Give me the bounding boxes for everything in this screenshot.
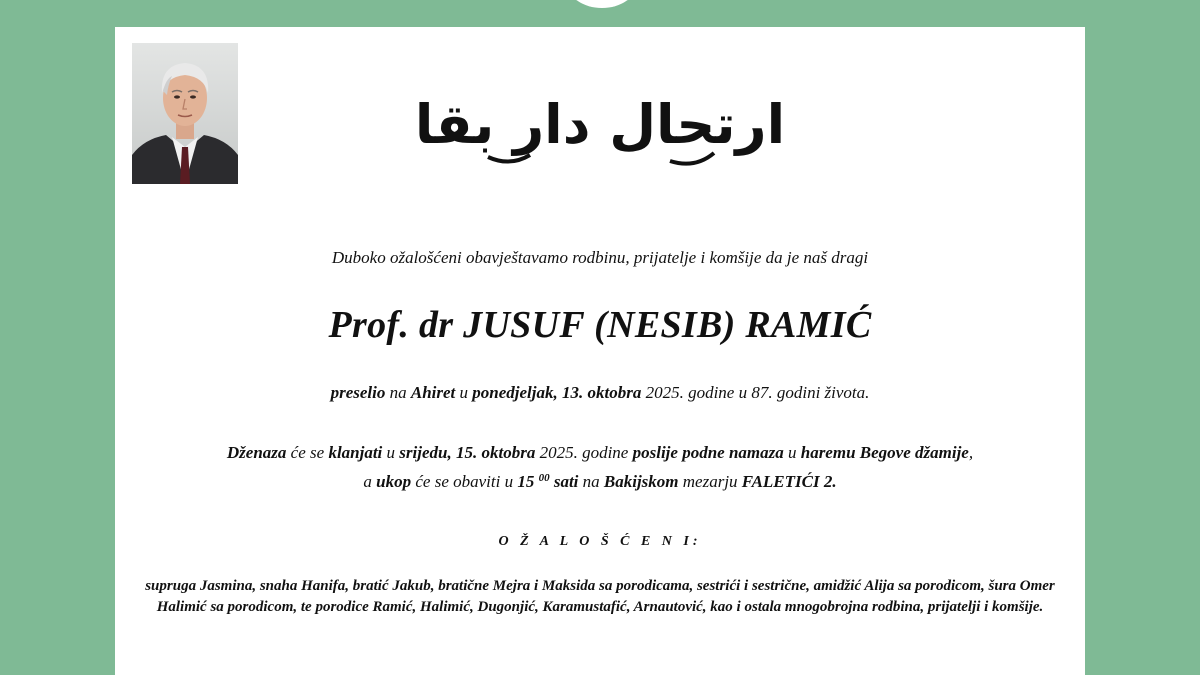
burial-line: [115, 472, 1085, 492]
intro-text: Duboko ožalošćeni obavještavamo rodbinu, prijatelje i komšije da je naš dragi: [331, 248, 869, 267]
death-announcement: [115, 383, 1085, 403]
burial-word-at: na: [582, 472, 600, 491]
funeral-location: haremu Begove džamije: [800, 443, 969, 462]
funeral-date: srijedu, 15. oktobra: [399, 443, 536, 462]
burial-word-will: će se obaviti u: [415, 472, 514, 491]
crescent-emblem-icon: [567, 0, 637, 8]
burial-cemetery-adj: Bakijskom: [603, 472, 679, 491]
deceased-photo: [132, 43, 238, 184]
burial-hour: 15: [517, 472, 535, 491]
funeral-word-on: u: [386, 443, 396, 462]
arabic-calligraphy-icon: [414, 45, 786, 185]
calligraphy-text: ارتحال دار بقا: [414, 93, 786, 156]
deceased-name: Prof. dr JUSUF (NESIB) RAMIĆ: [328, 304, 872, 346]
death-year-age: 2025. godine u 87. godini života.: [645, 383, 870, 402]
burial-word-ukop: ukop: [376, 472, 412, 491]
death-word-ahiret: Ahiret: [410, 383, 456, 402]
death-word-in: u: [459, 383, 469, 402]
mourners-heading: O Ž A L O Š Ć E N I:: [498, 534, 702, 549]
death-word-on: na: [389, 383, 407, 402]
burial-word-and: a: [363, 472, 372, 491]
death-word-passed: preselio: [330, 383, 386, 402]
mourners-list: supruga Jasmina, snaha Hanifa, bratić Jakub, bratične Mejra i Maksida sa porodicama, sestrići i sestrične, amidžić Alija sa porodicom, šura Omer Halimić sa porodicom, te porodice Ramić, Halimić, Dugonjić, Karamustafić, Arnautović, kao i ostala mnogobrojna rodbina, prijatelji i komšije.: [145, 578, 1055, 615]
burial-time: [517, 472, 578, 491]
funeral-word-pray: klanjati: [328, 443, 383, 462]
burial-location: FALETIĆI 2.: [741, 472, 837, 491]
burial-minutes: 00: [538, 472, 550, 484]
burial-word-hours: sati: [553, 472, 579, 491]
funeral-word-in: u: [787, 443, 797, 462]
funeral-year: 2025. godine: [539, 443, 629, 462]
burial-word-cemetery: mezarju: [682, 472, 738, 491]
death-date: ponedjeljak, 13. oktobra: [472, 383, 642, 402]
funeral-word-dzenaza: Dženaza: [226, 443, 287, 462]
obituary-card: [115, 27, 1085, 675]
funeral-prayer-line: [115, 443, 1085, 463]
funeral-word-will: će se: [290, 443, 325, 462]
funeral-time: poslije podne namaza: [632, 443, 784, 462]
funeral-comma: ,: [968, 443, 974, 462]
